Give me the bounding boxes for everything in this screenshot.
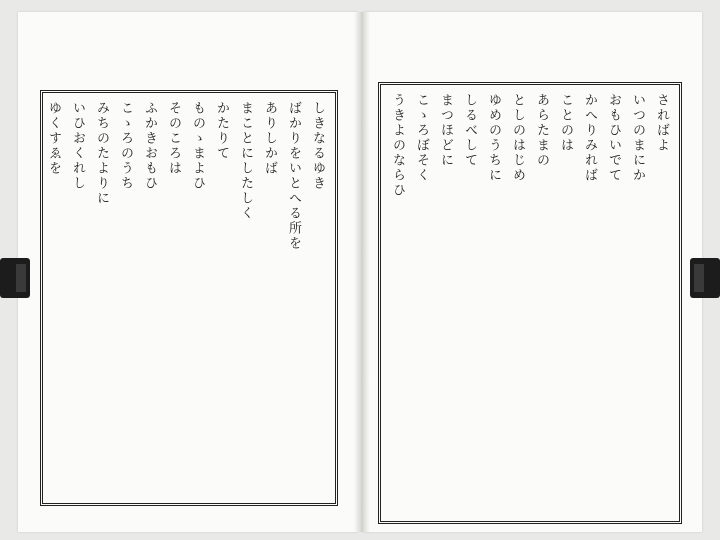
- right-text-frame: [378, 82, 682, 524]
- right-page-text-column: うきよのならひ: [390, 93, 405, 198]
- right-page-text-column: あらたまの: [534, 93, 549, 168]
- right-page-text-column: こゝろぼそく: [414, 93, 429, 183]
- right-text-block: [387, 93, 673, 513]
- right-page: [362, 12, 702, 532]
- left-text-block: [46, 101, 329, 495]
- left-page-text-column: ゆくすゑを: [46, 101, 61, 176]
- left-page-text-column: ばかりをいとへる所を: [286, 101, 301, 251]
- right-binder-clip: [690, 258, 720, 298]
- right-page-text-column: かへりみれば: [582, 93, 597, 183]
- left-page-text-column: かたりて: [214, 101, 229, 161]
- right-page-text-column: しるべして: [462, 93, 477, 168]
- book-gutter: [354, 12, 370, 532]
- left-binder-clip: [0, 258, 30, 298]
- left-page-text-column: ふかきおもひ: [142, 101, 157, 191]
- left-page-text-column: しきなるゆき: [310, 101, 325, 191]
- right-page-text-column: おもひいでて: [606, 93, 621, 183]
- right-page-text-column: ことのは: [558, 93, 573, 153]
- left-page-text-column: みちのたよりに: [94, 101, 109, 206]
- right-page-text-column: さればよ: [654, 93, 669, 153]
- right-page-text-column: ゆめのうちに: [486, 93, 501, 183]
- left-page-text-column: まことにしたしく: [238, 101, 253, 221]
- left-text-frame: [40, 90, 338, 506]
- right-page-text-column: まつほどに: [438, 93, 453, 168]
- right-page-text-column: いつのまにか: [630, 93, 645, 183]
- left-page: [18, 12, 358, 532]
- book-spread: [18, 12, 702, 532]
- left-page-text-column: ありしかば: [262, 101, 277, 176]
- left-page-text-column: そのころは: [166, 101, 181, 176]
- left-page-text-column: いひおくれし: [70, 101, 85, 191]
- left-page-text-column: ものゝまよひ: [190, 101, 205, 191]
- right-page-text-column: としのはじめ: [510, 93, 525, 183]
- left-page-text-column: こゝろのうち: [118, 101, 133, 191]
